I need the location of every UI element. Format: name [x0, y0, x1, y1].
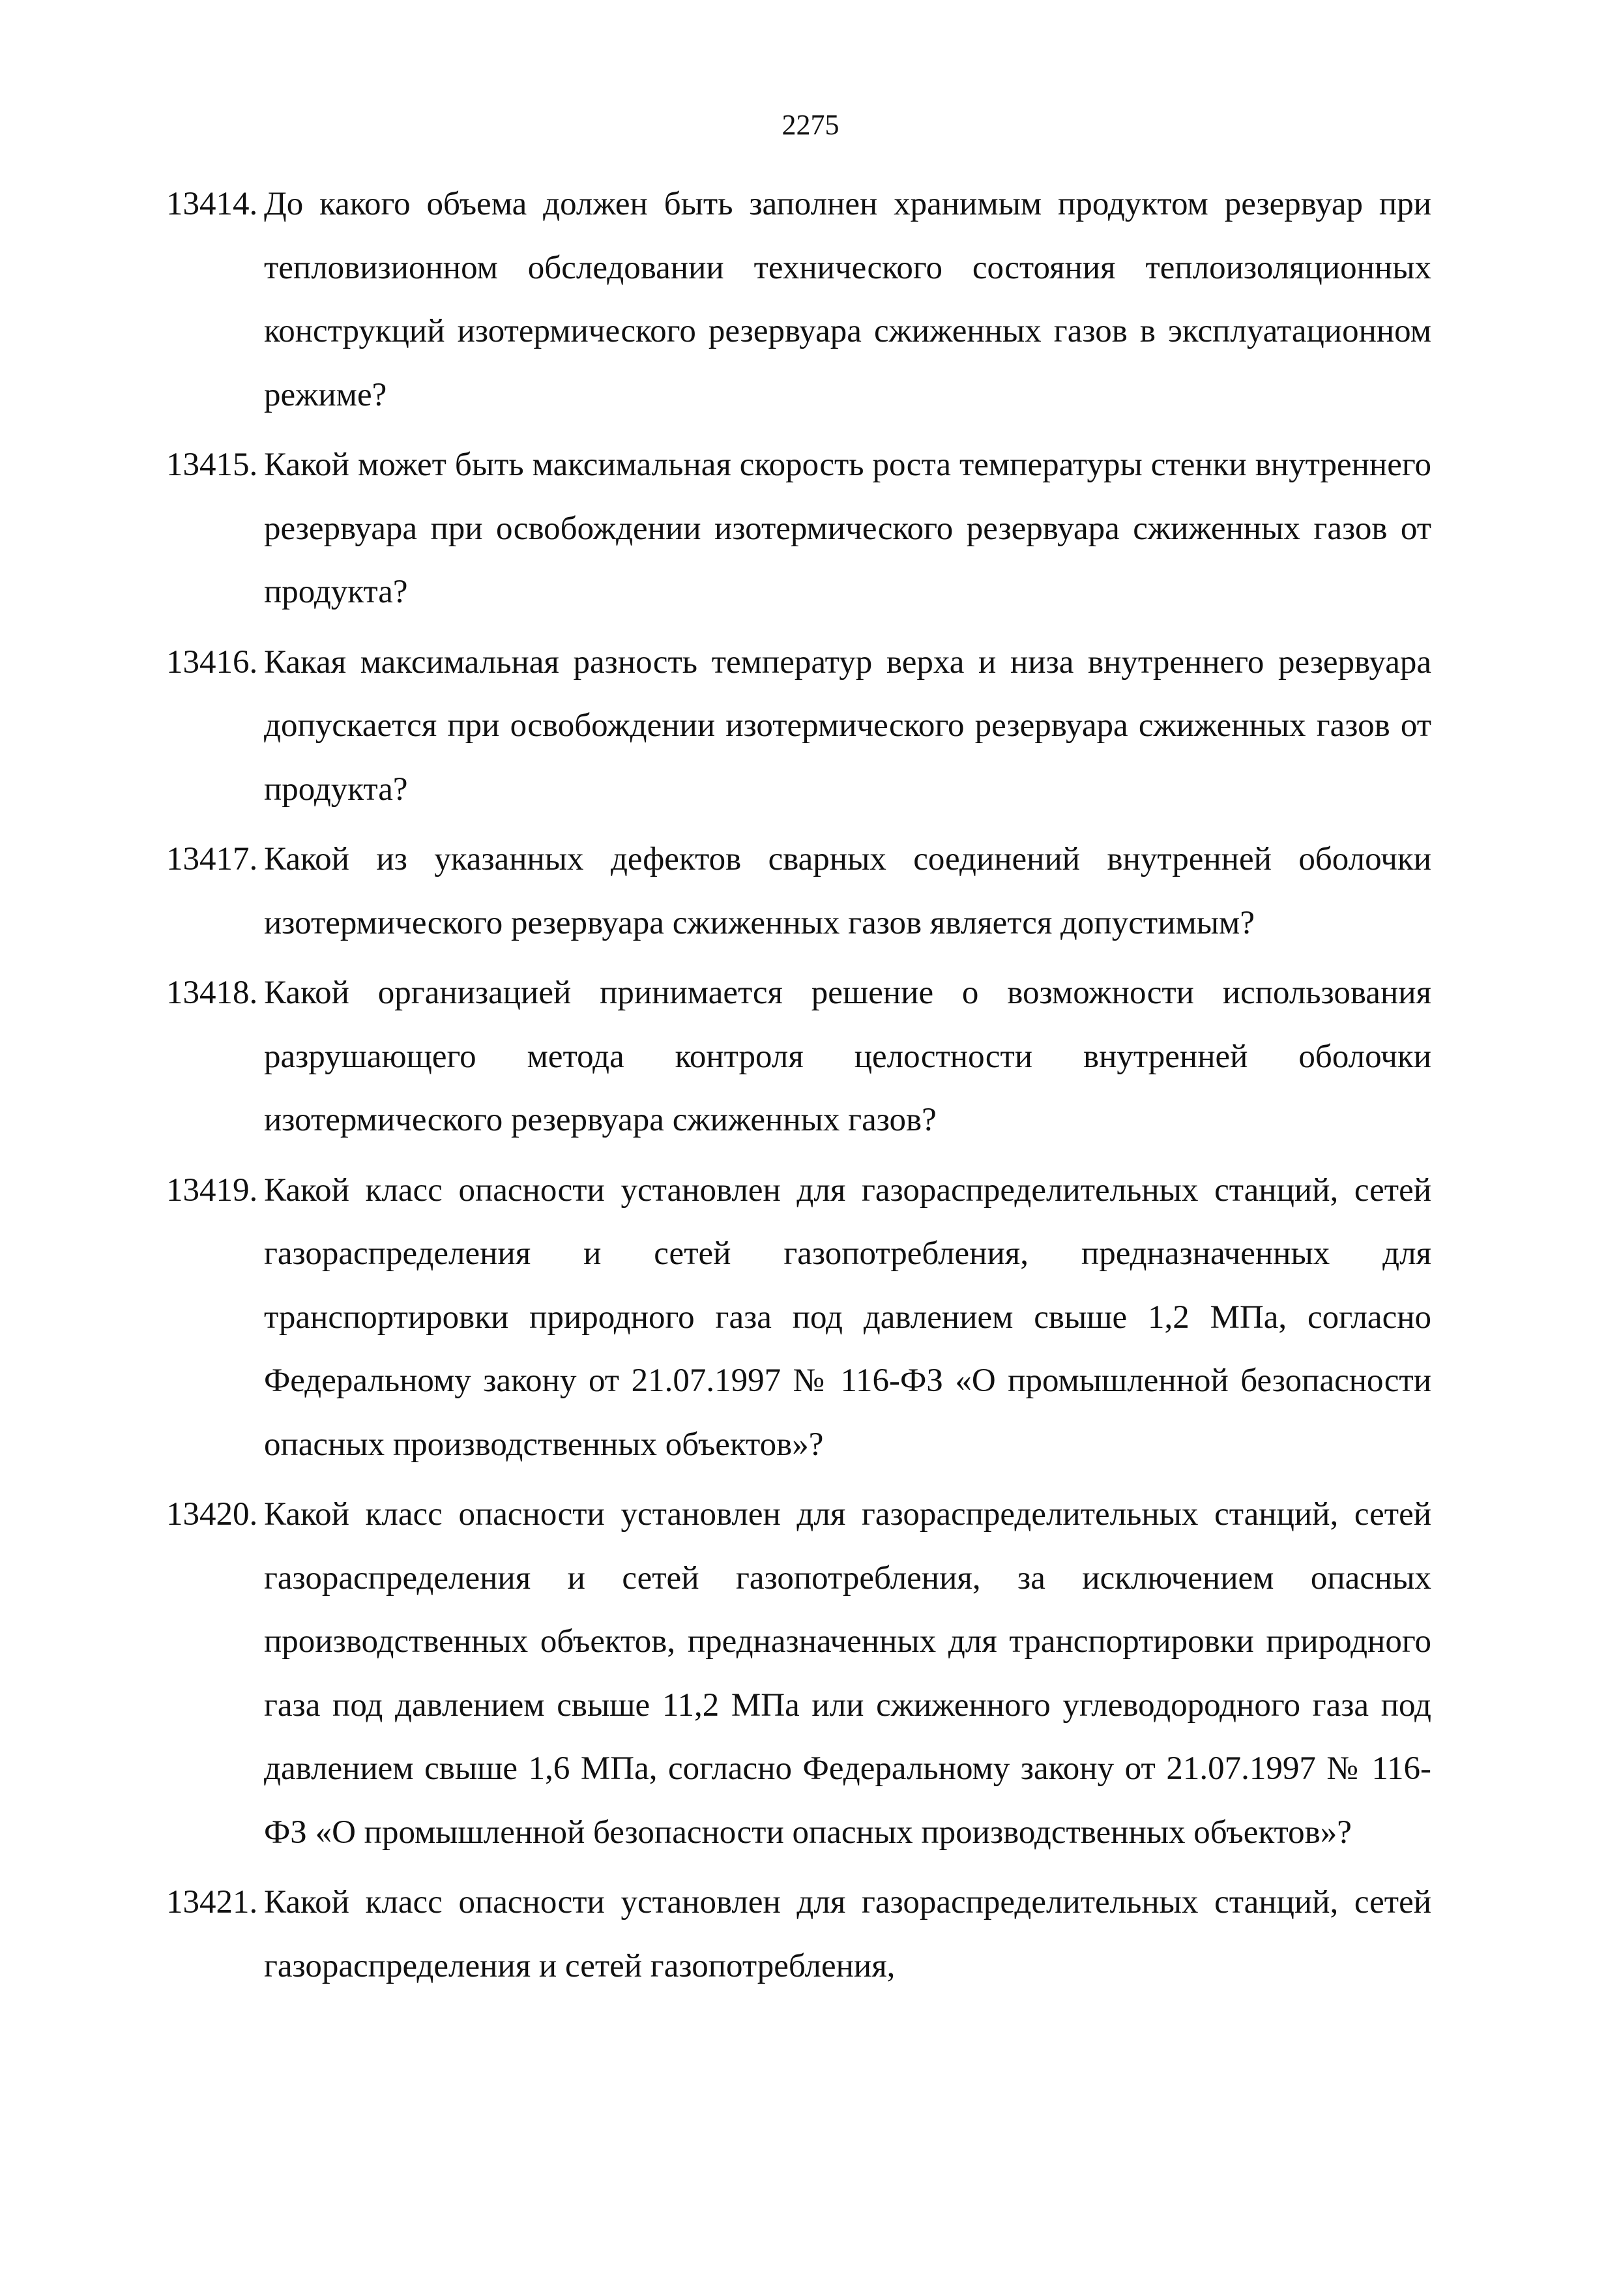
question-13415 [166, 434, 1431, 625]
question-text: Какой класс опасности установлен для газораспределительных станций, сетей газораспределения и сетей газопотребления, за исключением опасных производственных объектов, предназначенных для транспортировки природного газа под давлением свыше 11,2 МПа или сжиженного углеводородного газа под давлением свыше 1,6 МПа, согласно Федеральному закону от 21.07.1997 № 116-ФЗ «О промышленной безопасности опасных производственных объектов»? [264, 1496, 1431, 1851]
question-number: 13415. [166, 447, 258, 483]
question-text: Какой класс опасности установлен для газораспределительных станций, сетей газораспределения и сетей газопотребления, предназначенных для транспортировки природного газа под давлением свыше 1,2 МПа, согласно Федеральному закону от 21.07.1997 № 116-ФЗ «О промышленной безопасности опасных производственных объектов»? [264, 1171, 1431, 1463]
question-13420 [166, 1483, 1431, 1864]
question-text: До какого объема должен быть заполнен хранимым продуктом резервуар при тепловизионном обследовании технического состояния теплоизоляционных конструкций изотермического резервуара сжиженных газов в эксплуатационном режиме? [264, 186, 1431, 413]
question-text: Какой класс опасности установлен для газораспределительных станций, сетей газораспределения и сетей газопотребления, [264, 1884, 1431, 1984]
page-number: 2275 [781, 109, 840, 141]
question-number: 13416. [166, 643, 258, 681]
question-text: Какой из указанных дефектов сварных соединений внутренней оболочки изотермического резервуара сжиженных газов является допустимым? [264, 841, 1431, 941]
question-list [166, 173, 1431, 2005]
question-13419 [166, 1159, 1431, 1477]
question-13417 [166, 828, 1431, 955]
question-text: Какой организацией принимается решение о возможности использования разрушающего метода контроля целостности внутренней оболочки изотермического резервуара сжиженных газов? [264, 975, 1431, 1138]
question-text: Какой может быть максимальная скорость роста температуры стенки внутреннего резервуара при освобождении изотермического резервуара сжиженных газов от продукта? [264, 447, 1431, 610]
question-number: 13414. [166, 186, 258, 222]
question-number: 13419. [166, 1171, 258, 1209]
question-number: 13418. [166, 975, 258, 1011]
question-13421 [166, 1871, 1431, 1998]
question-number: 13421. [166, 1884, 258, 1921]
question-13414 [166, 173, 1431, 427]
question-number: 13420. [166, 1496, 258, 1533]
question-text: Какая максимальная разность температур верха и низа внутреннего резервуара допускается при освобождении изотермического резервуара сжиженных газов от продукта? [264, 643, 1431, 808]
question-13418 [166, 962, 1431, 1153]
question-number: 13417. [166, 841, 258, 877]
question-13416 [166, 631, 1431, 822]
